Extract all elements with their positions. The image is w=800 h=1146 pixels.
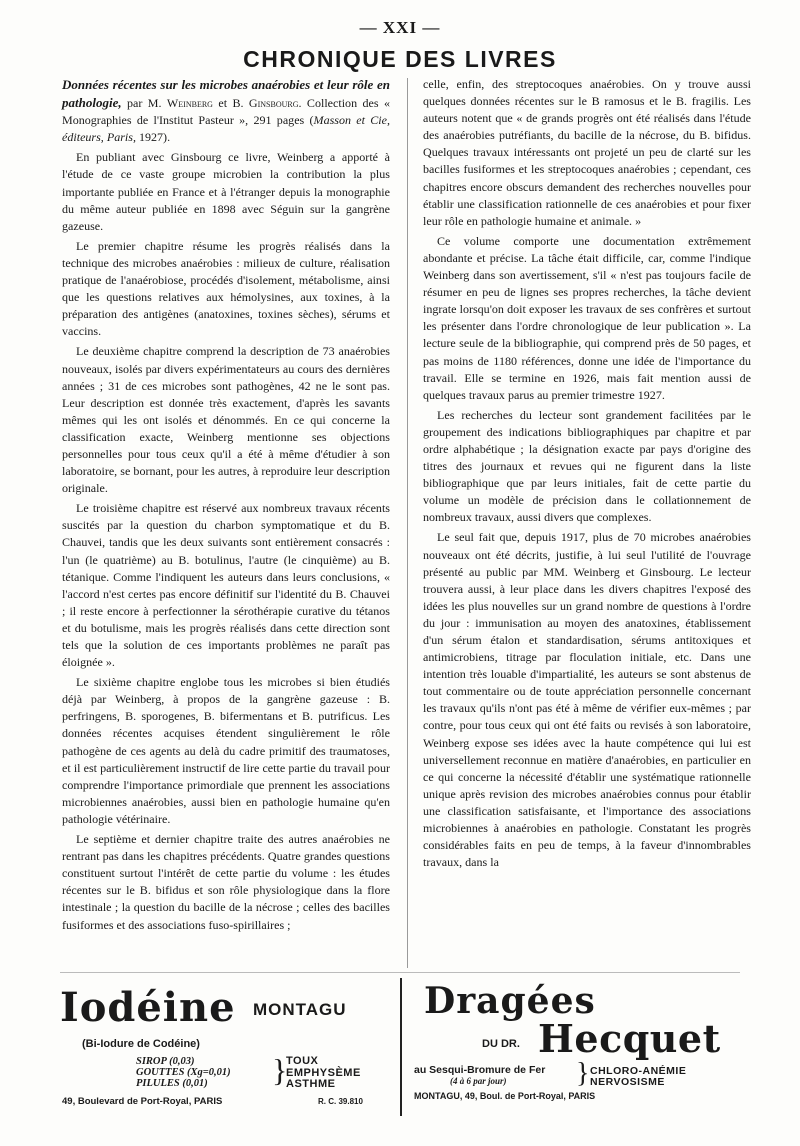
ref-by: par M. bbox=[121, 96, 167, 111]
paragraph: Le premier chapitre résume les progrès réalisés dans la technique des microbes anaérobies : milieux de culture, réalisation pratique de l'anaérobiose, procédés d'isolement, métabolisme, ainsi que les questions relatives aux hémolysines, aux toxines, à la préparation des antigènes (anatoxines, toxines sèches), sérums et vaccins. bbox=[62, 238, 390, 339]
ref-author-1: Weinberg bbox=[166, 96, 213, 111]
ad-brace: } bbox=[576, 1058, 590, 1089]
paragraph: celle, enfin, des streptocoques anaérobies. On y trouve aussi quelques données récentes sur le B ramosus et le B. fragilis. Les auteurs notent que « de grands progrès ont été réalisés dans l'étude des anaérobies putréfiants, du bacille de la nécrose, du B. bifidus. Quelques travaux intéressants ont projeté un peu de clarté sur les bacilles fusiformes et les streptocoques anaérobies ; cependant, ces chapitres encore obscurs demandent des recherches nouvelles pour établir une classification rationnelle de ces anaérobies et pour fixer leur rôle en pathologie humaine et animale. » bbox=[423, 77, 751, 228]
ad-maker: MONTAGU bbox=[253, 1000, 347, 1019]
paragraph: Le seul fait que, depuis 1917, plus de 70 microbes anaérobies nouveaux ont été décrits, justifie, à lui seul l'utilité de l'ouvrage présenté au public par MM. Weinberg et Ginsbourg. Le lecteur trouvera aussi, à leur place dans les divers chapitres l'exposé des idées les plus nouvelles sur un grand nombre de questions à l'ordre du jour : immunisation au moyen des anatoxines, établissement d'un sérum étalon et standardisation, sérums antitoxiques et antimicrobiens, titrage par floculation initiale, etc. Dans une intention très louable d'impartialité, les auteurs se sont abstenus de tout commentaire ou de toute appréciation personnelle concernant les travaux qu'ils n'ont pas été à même de vérifier eux-mêmes ; par contre, pour tous ceux qui ont été faits ou revisés à son laboratoire, Weinberg expose ses idées avec la haute compétence qui lui est universellement reconnue en matière d'anaérobies, en particulier en ce qui concerne la nécessité d'établir une systématique rationnelle unique après revision des microbes anaérobies connus pour établir une classification satisfaisante, et l'importance des associations microbiennes à anaérobies en pathologie. Constatant les progrès considérables faits en peu de temps, à la faveur d'innombrables travaux, dans la bbox=[423, 530, 751, 870]
ad-address: 49, Boulevard de Port-Royal, PARIS bbox=[62, 1096, 223, 1107]
ad-dragees bbox=[410, 980, 740, 1110]
ad-indication: EMPHYSÈME bbox=[286, 1066, 361, 1079]
ad-address: MONTAGU, 49, Boul. de Port-Royal, PARIS bbox=[414, 1091, 596, 1101]
ad-form: GOUTTES (Xg=0,01) bbox=[136, 1067, 231, 1078]
page-number: — XXI — bbox=[359, 18, 441, 37]
book-title: Données récentes sur les microbes anaérobies et leur rôle en pathologie, bbox=[62, 77, 390, 111]
ad-indication: TOUX bbox=[286, 1055, 319, 1067]
ad-indications bbox=[590, 1066, 686, 1088]
ad-brace: } bbox=[272, 1052, 288, 1088]
ref-and: et bbox=[212, 96, 233, 111]
paragraph: Le sixième chapitre englobe tous les microbes si bien étudiés déjà par Weinberg, à propos de la gangrène gazeuse : B. perfringens, B. sporogenes, B. bifermentans et B. putrificus. Les données récentes acquises étendent singulièrement le rôle pathogène de ces agents au delà du cadre primitif des traumatoses, et il est particulièrement instructif de lire cette partie du travail pour comprendre l'importance primordiale que prennent les associations microbiennes anaérobies, aussi bien en pathologie humaine qu'en pathologie vétérinaire. bbox=[62, 675, 390, 826]
ref-author-2: B. Ginsbourg bbox=[232, 96, 299, 111]
ad-composition: au Sesqui-Bromure de Fer bbox=[414, 1064, 546, 1076]
ref-collection: . Collection des « Monographies de l'Institut Pasteur », 291 pages ( bbox=[62, 96, 390, 128]
paragraph: Le deuxième chapitre comprend la description de 73 anaérobies nouveaux, isolés par divers expérimentateurs au cours des dernières années ; 31 de ces microbes sont pathogènes, 42 ne le sont pas. Leur description est donnée très exactement, d'après les savants mêmes qui les ont isolés et dénommés. En ce qui concerne la classification exacte, Weinberg mentionne ses objections personnelles pour tous ceux qu'il a été à même d'étudier à son laboratoire, se bornant, pour les autres, à reproduire leur description originale. bbox=[62, 344, 390, 496]
ad-indication: ASTHME bbox=[286, 1078, 336, 1090]
ad-registration: R. C. 39.810 bbox=[318, 1097, 363, 1106]
ad-brand: Iodéine bbox=[60, 984, 236, 1031]
ad-indication: CHLORO-ANÉMIE bbox=[590, 1065, 687, 1077]
paragraph: Le septième et dernier chapitre traite des autres anaérobies ne rentrant pas dans les chapitres précédents. Quatre grandes questions constituent surtout l'intérêt de cette partie du volume : les études récentes sur le B. bifidus et son rôle physiologique dans la flore intestinale ; la question du bacille de la nécrose ; celles des bacilles fusiformes et des associations fuso-spirillaires ; bbox=[62, 832, 390, 932]
ad-indications bbox=[286, 1056, 361, 1091]
ad-form: PILULES (0,01) bbox=[136, 1078, 208, 1089]
right-column bbox=[423, 76, 751, 874]
ref-year: 1927). bbox=[135, 130, 171, 145]
ad-form: SIROP (0,03) bbox=[136, 1056, 195, 1067]
ad-subtitle: (Bi-Iodure de Codéine) bbox=[82, 1038, 200, 1050]
ad-indication: NERVOSISME bbox=[590, 1076, 665, 1088]
left-column bbox=[62, 76, 390, 937]
section-title: CHRONIQUE DES LIVRES bbox=[243, 46, 557, 72]
paragraph: Le troisième chapitre est réservé aux nombreux travaux récents suscités par la question du charbon symptomatique et du B. Chauvei, tandis que les deux suivants sont entièrement consacrés : l'un (le quatrième) au B. botulinus, l'autre (le cinquième) au B. tétanique. Comme l'indiquent les auteurs dans leurs conclusions, « l'accord n'est certes pas encore définitif sur l'identité du B. Chauvei ; il reste encore à perfectionner la sérothérapie curative du tétanos et du botulisme, mais les progrès réalisés dans cette direction sont tels que la solution de ces importants problèmes ne paraît pas éloignée ». bbox=[62, 501, 390, 670]
ad-du: DU DR. bbox=[482, 1038, 520, 1050]
ad-iodeine bbox=[60, 980, 395, 1110]
ad-dose: (4 à 6 par jour) bbox=[450, 1076, 507, 1086]
paragraph: Les recherches du lecteur sont grandement facilitées par le groupement des indications bibliographiques par chapitre et par ordre alphabétique ; la désignation exacte par pays d'origine des titres des journaux et revues qui ne figurent dans la liste bibliographique que par leurs initiales, fait de cette partie du volume un modèle de précision dans le collationnement de nombreux travaux, aussi divers que complexes. bbox=[423, 407, 751, 525]
book-reference bbox=[62, 76, 390, 146]
paragraph: En publiant avec Ginsbourg ce livre, Weinberg a apporté à l'étude de ce vaste groupe microbien la contribution la plus importante publiée en France et à l'étranger depuis la monographie du même auteur publiée en 1898 avec Séguin sur la gangrène gazeuse. bbox=[62, 150, 390, 233]
column-divider bbox=[407, 78, 408, 968]
ad-maker: Hecquet bbox=[538, 1016, 721, 1061]
paragraph: Ce volume comporte une documentation extrêmement abondante et précise. La tâche était difficile, car, comme l'indique Weinberg dans son avertissement, s'il « n'est pas toujours facile de résumer en peu de lignes ses propres recherches, la tâche devient ingrate lorsqu'on doit exposer les travaux de ses confrères et surtout les présenter dans l'ordre chronologique de leur publication ». La lecture seule de la bibliographie, qui comprend près de 50 pages, et pas moins de 1180 références, donne une idée de l'importance du travail. Elle se termine en 1926, mais fait mention aussi de quelques travaux parus au premier trimestre 1927. bbox=[423, 233, 751, 402]
ref-publisher: Masson et Cie, éditeurs, Paris, bbox=[62, 113, 390, 145]
ad-forms bbox=[136, 1056, 231, 1089]
ad-divider bbox=[60, 972, 740, 973]
ad-brand: Dragées bbox=[424, 980, 596, 1022]
ad-vertical-divider bbox=[400, 978, 402, 1116]
